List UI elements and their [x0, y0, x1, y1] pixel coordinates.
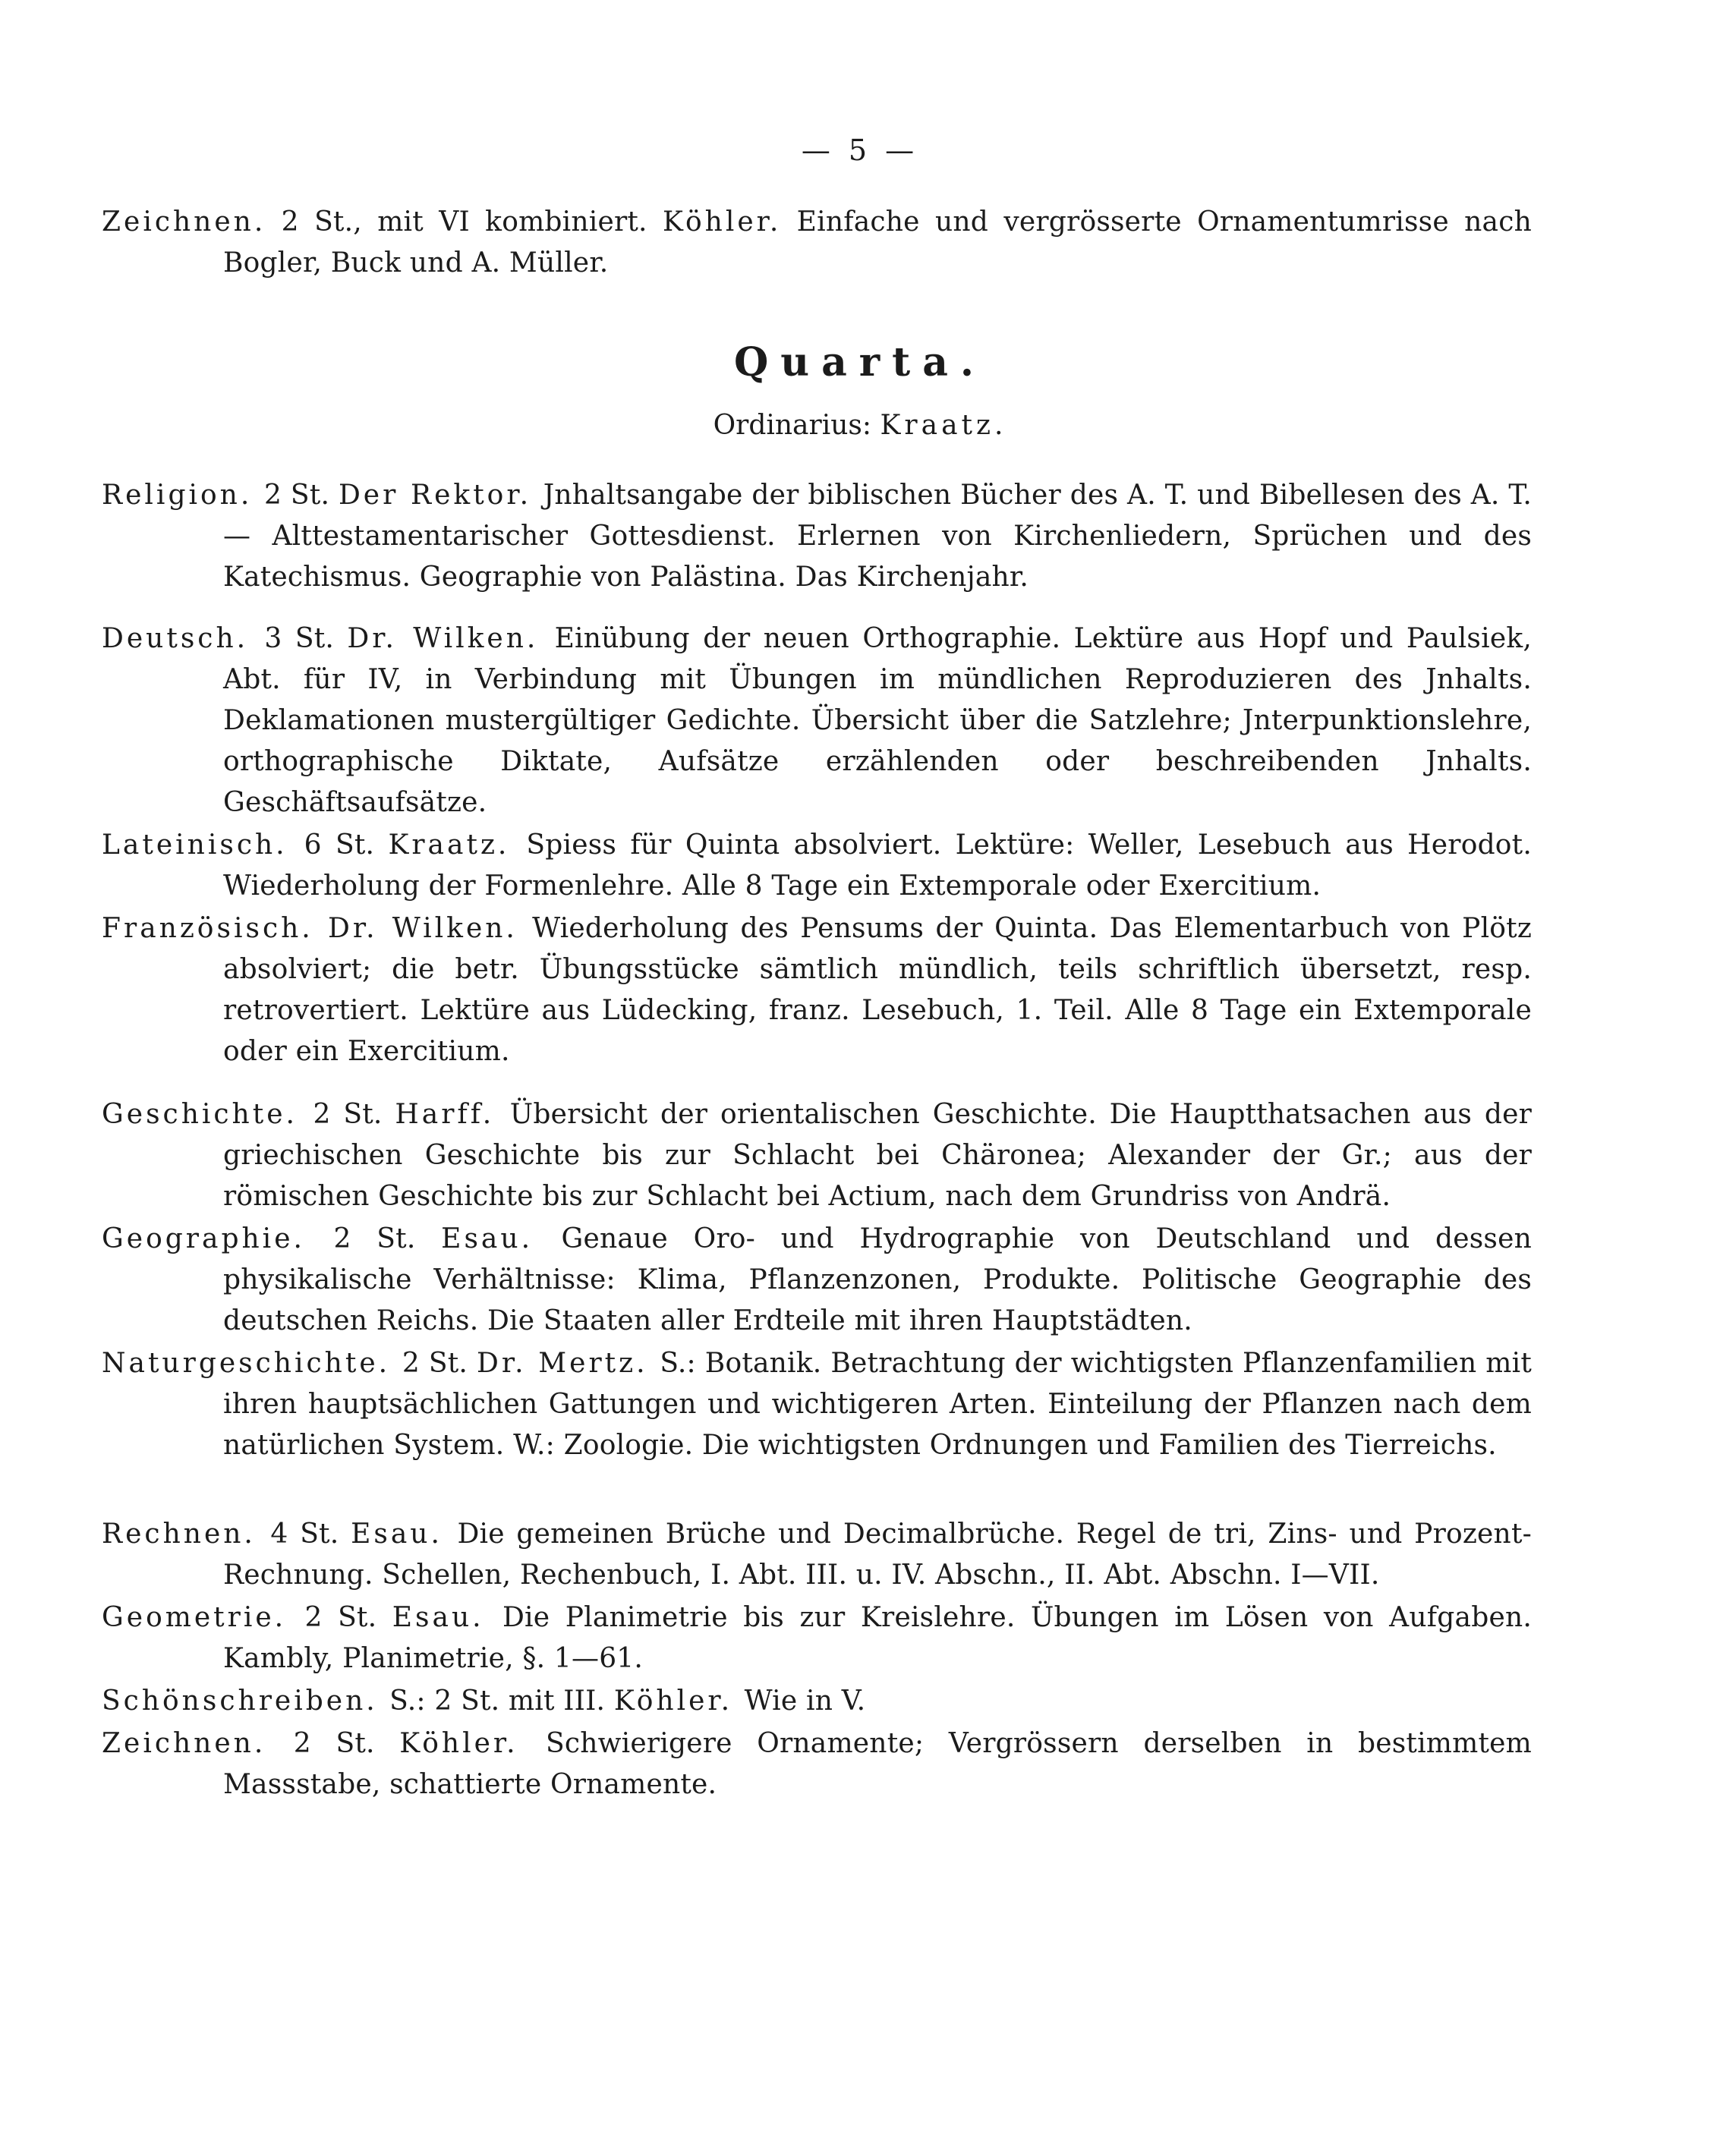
teacher-name: Dr. Mertz. — [477, 1348, 660, 1379]
subject-entry — [102, 1597, 1532, 1679]
teacher-name: Esau. — [392, 1602, 502, 1633]
entry-text: Wiederholung des Pensums der Quinta. Das Elementarbuch von Plötz absolviert; die betr. Übungsstücke sämtlich mündlich, teils schriftlich übersetzt, resp. retrovertiert. Lektüre aus Lüdecking, franz. Lesebuch, 1. Teil. Alle 8 Tage ein Extemporale oder ein Exercitium. — [223, 913, 1533, 1067]
hours: 6 St. — [304, 829, 389, 861]
subject-label: Rechnen. — [102, 1519, 271, 1550]
ordinarius-line — [0, 410, 1720, 441]
subject-label: Zeichnen. — [102, 206, 266, 238]
section-title: Quarta. — [733, 339, 986, 386]
teacher-name: Dr. Wilken. — [327, 913, 533, 944]
subject-label: Französisch. — [102, 913, 328, 944]
hours: 2 St. — [313, 1099, 395, 1130]
teacher-name: Esau. — [441, 1223, 562, 1254]
subject-entry — [102, 618, 1532, 823]
subject-label: Zeichnen. — [102, 1728, 294, 1759]
hours: 2 St. — [333, 1223, 442, 1254]
teacher-name: Esau. — [351, 1519, 458, 1550]
entry-text: Wie in V. — [744, 1685, 866, 1717]
hours: 2 St. — [304, 1602, 392, 1633]
teacher-name: Dr. Wilken. — [347, 623, 555, 654]
subject-entry — [102, 908, 1532, 1072]
subject-entry — [102, 825, 1532, 907]
teacher-name: Harff. — [395, 1099, 510, 1130]
subject-label: Schönschreiben. — [102, 1685, 390, 1717]
intro-entry — [102, 202, 1532, 284]
subject-entry — [102, 1723, 1532, 1805]
entry-text: Übersicht der orientalischen Geschichte. Die Hauptthatsachen aus der griechischen Geschichte bis zur Schlacht bei Chäronea; Alexander der Gr.; aus der römischen Geschichte bis zur Schlacht bei Actium, nach dem Grundriss von Andrä. — [223, 1099, 1532, 1212]
teacher-name: Köhler. — [399, 1728, 547, 1759]
entry-text: Genaue Oro- und Hydrographie von Deutschland und dessen physikalische Verhältnisse: Klima, Pflanzenzonen, Produkte. Politische Geographie des deutschen Reichs. Die Staaten aller Erdteile mit ihren Hauptstädten. — [223, 1223, 1532, 1336]
subject-label: Deutsch. — [102, 623, 265, 654]
teacher-name: Köhler. — [613, 1685, 745, 1717]
hours: 3 St. — [264, 623, 348, 654]
subject-label: Religion. — [102, 480, 264, 511]
subject-entry — [102, 1219, 1532, 1342]
entry-text: Die gemeinen Brüche und Decimalbrüche. Regel de tri, Zins- und Prozent-Rechnung. Schellen, Rechenbuch, I. Abt. III. u. IV. Abschn., II. Abt. Abschn. I—VII. — [223, 1519, 1532, 1591]
subject-label: Geschichte. — [102, 1099, 313, 1130]
subject-entry — [102, 1681, 1532, 1722]
hours: S.: 2 St. mit III. — [389, 1685, 614, 1717]
subject-label: Geographie. — [102, 1223, 334, 1254]
teacher-name: Köhler. — [663, 206, 782, 238]
subject-entry — [102, 1514, 1532, 1596]
teacher-name: Der Rektor. — [338, 480, 543, 511]
entry-text: Einfache und vergrösserte Ornamentumrisse nach Bogler, Buck und A. Müller. — [223, 206, 1532, 279]
subject-label: Lateinisch. — [102, 829, 304, 861]
entry-text: Schwierigere Ornamente; Vergrössern derselben in bestimmtem Massstabe, schattierte Ornamente. — [223, 1728, 1532, 1800]
entry-text: Einübung der neuen Orthographie. Lektüre aus Hopf und Paulsiek, Abt. für IV, in Verbindung mit Übungen im mündlichen Reproduzieren des Jnhalts. Deklamationen mustergültiger Gedichte. Übersicht über die Satzlehre; Jnterpunktionslehre, orthographische Diktate, Aufsätze erzählenden oder beschreibenden Jnhalts. Geschäftsaufsätze. — [223, 623, 1532, 818]
hours: 2 St. — [263, 480, 339, 511]
entry-text: Jnhaltsangabe der biblischen Bücher des A. T. und Bibellesen des A. T. — Alttestamentarischer Gottesdienst. Erlernen von Kirchenliedern, Sprüchen und des Katechismus. Geographie von Palästina. Das Kirchenjahr. — [223, 480, 1532, 593]
teacher-name: Kraatz. — [388, 829, 527, 861]
hours: 4 St. — [270, 1519, 351, 1550]
subject-entry — [102, 1343, 1532, 1466]
entry-text: Spiess für Quinta absolviert. Lektüre: Weller, Lesebuch aus Herodot. Wiederholung der Formenlehre. Alle 8 Tage ein Extemporale oder Exercitium. — [223, 829, 1532, 902]
ordinarius-label: Ordinarius: — [713, 410, 872, 441]
entry-text: S.: Botanik. Betrachtung der wichtigsten Pflanzenfamilien mit ihren hauptsächlichen Gattungen und wichtigeren Arten. Einteilung der Pflanzen nach dem natürlichen System. W.: Zoologie. Die wichtigsten Ordnungen und Familien des Tierreichs. — [223, 1348, 1533, 1461]
hours: 2 St. — [402, 1348, 477, 1379]
entry-text: Die Planimetrie bis zur Kreislehre. Übungen im Lösen von Aufgaben. Kambly, Planimetrie, §. 1—61. — [223, 1602, 1532, 1674]
subject-label: Geometrie. — [102, 1602, 305, 1633]
ordinarius-name: Kraatz. — [880, 410, 1007, 441]
subject-label: Naturgeschichte. — [102, 1348, 402, 1379]
page-number: — 5 — — [801, 134, 919, 167]
subject-entry — [102, 475, 1532, 598]
subject-entry — [102, 1094, 1532, 1217]
hours: 2 St., mit VI kombiniert. — [281, 206, 647, 238]
hours: 2 St. — [293, 1728, 400, 1759]
